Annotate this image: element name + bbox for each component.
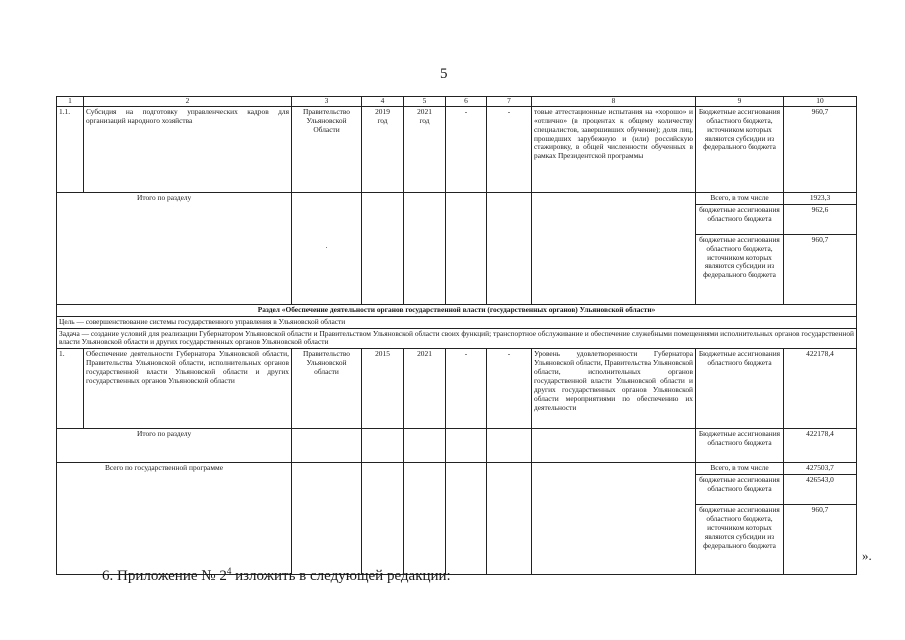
- funding-source: Бюджетные ассигнования областного бюджета, источником которых являются субсидии из федерального бюджета: [696, 106, 784, 192]
- empty-cell: [404, 463, 446, 575]
- goal-row: [57, 316, 857, 328]
- column-number: 8: [532, 97, 696, 107]
- grand-total-label: [57, 463, 292, 575]
- indicator: товые аттестационные испытания на «хорошо» и «отлично» (в процентах к общему количеству специалистов, завершивших обучение); доля лиц, прошедших зарубежную и (или) российскую стажировку, в общей численности обученных в рамках Президентской программы: [532, 106, 696, 192]
- column-number: 6: [446, 97, 487, 107]
- next-appendix-instruction: [102, 566, 451, 585]
- program-table: [56, 96, 857, 575]
- funding-amount: 422178,4: [784, 349, 857, 429]
- column-number: 1: [57, 97, 84, 107]
- column-7: -: [487, 106, 532, 192]
- measure-name: Обеспечение деятельности Губернатора Ульяновской области, Правительства Ульяновской области, исполнительных органов государственной власти Ульяновской области и других государственных органов Ульяновской области: [84, 349, 292, 429]
- funding-source: бюджетные ассигнования областного бюджета: [696, 475, 784, 505]
- stray-mark: ·: [325, 242, 328, 252]
- section-total-row: [57, 192, 857, 204]
- grand-total-row: [57, 463, 857, 475]
- section-total-row: [57, 429, 857, 463]
- section-title-row: [57, 304, 857, 316]
- start-year: [362, 106, 404, 192]
- empty-cell: [362, 192, 404, 304]
- funding-source: Бюджетные ассигнования областного бюджета: [696, 429, 784, 463]
- empty-cell: [487, 192, 532, 304]
- column-number: 2: [84, 97, 292, 107]
- executor-empty: [292, 192, 362, 304]
- column-number: 3: [292, 97, 362, 107]
- empty-cell: [404, 429, 446, 463]
- page-number: 5: [440, 66, 448, 82]
- funding-source: бюджетные ассигнования областного бюджета, источником которых являются субсидии из федерального бюджета: [696, 505, 784, 575]
- funding-amount: 960,7: [784, 106, 857, 192]
- column-number: 9: [696, 97, 784, 107]
- end-year: 2021: [404, 349, 446, 429]
- empty-cell: [446, 192, 487, 304]
- column-6: -: [446, 106, 487, 192]
- column-number: 7: [487, 97, 532, 107]
- row-number: 1.1.: [57, 106, 84, 192]
- grand-total-text: Всего по государственной программе: [105, 463, 223, 473]
- empty-cell: [446, 429, 487, 463]
- section-total-label: [57, 192, 292, 304]
- column-number: 10: [784, 97, 857, 107]
- funding-amount: 960,7: [784, 234, 857, 304]
- funding-source: бюджетные ассигнования областного бюджета: [696, 204, 784, 234]
- table-row: [57, 349, 857, 429]
- executor: Правительство Ульяновской Области: [292, 106, 362, 192]
- section-goal: Цель — совершенствование системы государственного управления в Ульяновской области: [57, 316, 857, 328]
- section-title: Раздел «Обеспечение деятельности органов государственной власти (государственных органов) Ульяновской области»: [57, 304, 857, 316]
- funding-source: бюджетные ассигнования областного бюджета, источником которых являются субсидии из федерального бюджета: [696, 234, 784, 304]
- measure-name: Субсидия на подготовку управленческих кадров для организаций народного хозяйства: [84, 106, 292, 192]
- row-number: 1.: [57, 349, 84, 429]
- start-year-value: 2019: [375, 106, 390, 116]
- instruction-prefix: 6. Приложение № 2: [102, 568, 227, 584]
- executor: Правительство Ульяновской области: [292, 349, 362, 429]
- indicator: Уровень удовлетворенности Губернатора Ульяновской области, Правительства Ульяновской области, исполнительных органов государственной власти Ульяновской области и других государственных органов Ульяновской области мероприятиями по обеспечению их деятельности: [532, 349, 696, 429]
- funding-amount: 962,6: [784, 204, 857, 234]
- empty-cell: [362, 463, 404, 575]
- table-row: [57, 106, 857, 192]
- end-year-value: 2021: [417, 106, 432, 116]
- funding-amount: 426543,0: [784, 475, 857, 505]
- empty-cell: [292, 429, 362, 463]
- start-year: 2015: [362, 349, 404, 429]
- empty-cell: [292, 463, 362, 575]
- funding-amount: 960,7: [784, 505, 857, 575]
- section-task: Задача — создание условий для реализации Губернатором Ульяновской области и Правительством Ульяновской области своих функций; транспортное обслуживание и обеспечение служебными помещениями исполнительных органов государственной власти Ульяновской области и других государственных органов Ульяновской области: [57, 328, 857, 349]
- section-total-label: Итого по разделу: [57, 429, 292, 463]
- end-year-unit: год: [419, 115, 430, 125]
- column-number: 5: [404, 97, 446, 107]
- empty-cell: [532, 463, 696, 575]
- funding-amount: 1923,3: [784, 192, 857, 204]
- column-6: -: [446, 349, 487, 429]
- closing-quote: ».: [862, 548, 872, 563]
- column-number: 4: [362, 97, 404, 107]
- empty-cell: [532, 192, 696, 304]
- start-year-unit: год: [377, 115, 388, 125]
- funding-source: Всего, в том числе: [696, 463, 784, 475]
- section-total-text: Итого по разделу: [137, 192, 192, 202]
- funding-amount: 422178,4: [784, 429, 857, 463]
- funding-source: Бюджетные ассигнования областного бюджета: [696, 349, 784, 429]
- empty-cell: [404, 192, 446, 304]
- column-7: -: [487, 349, 532, 429]
- empty-cell: [532, 429, 696, 463]
- instruction-suffix: изложить в следующей редакции:: [231, 568, 451, 584]
- empty-cell: [446, 463, 487, 575]
- end-year: [404, 106, 446, 192]
- appendix-superscript: 4: [226, 566, 232, 576]
- task-row: [57, 328, 857, 349]
- empty-cell: [362, 429, 404, 463]
- empty-cell: [487, 429, 532, 463]
- funding-source: Всего, в том числе: [696, 192, 784, 204]
- column-number-row: [57, 97, 857, 107]
- empty-cell: [487, 463, 532, 575]
- funding-amount: 427503,7: [784, 463, 857, 475]
